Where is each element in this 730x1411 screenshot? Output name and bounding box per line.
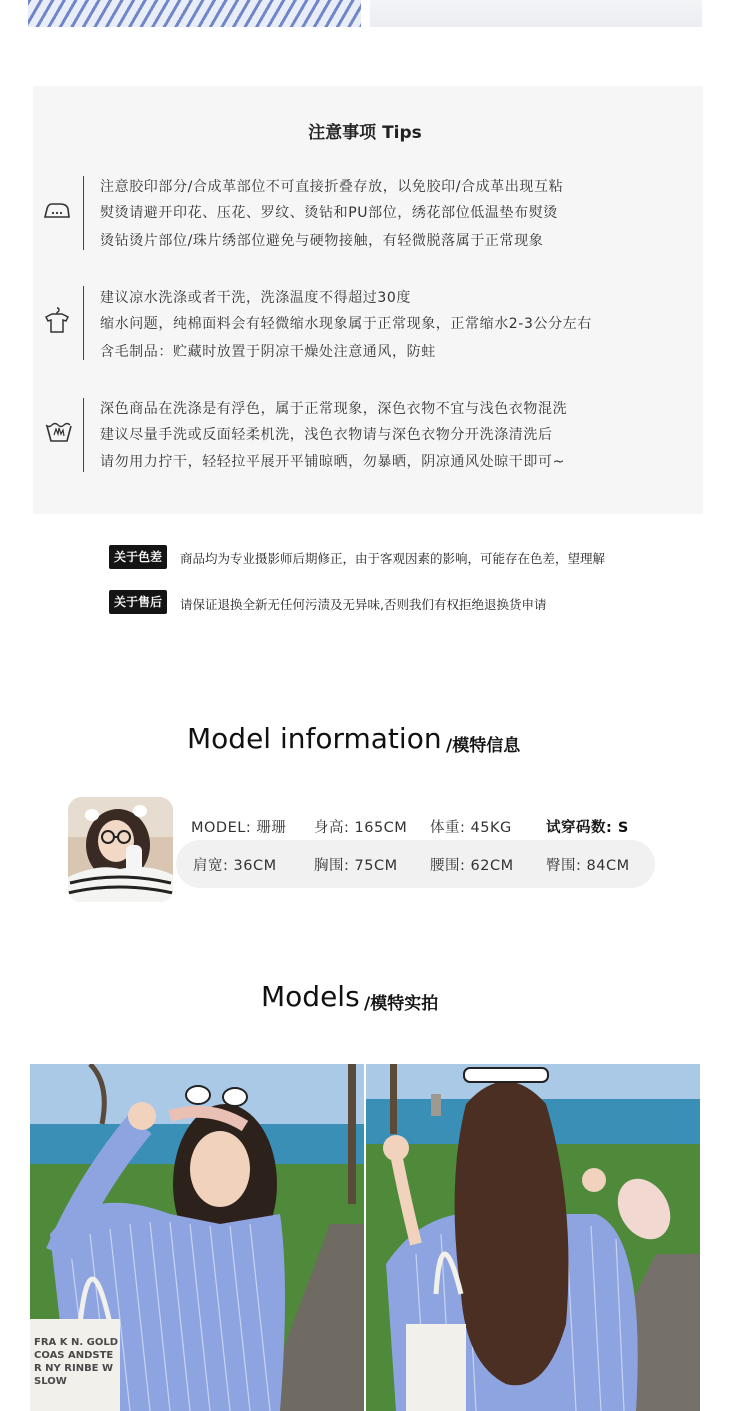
- after-sales-note: 请保证退换全新无任何污渍及无异味,否则我们有权拒绝退换货申请: [180, 597, 547, 612]
- after-sales-badge: 关于售后: [109, 590, 167, 614]
- top-photo-left: [28, 0, 361, 27]
- top-photo-right: [370, 0, 702, 27]
- tip-line: 缩水问题，纯棉面料会有轻微缩水现象属于正常现象，正常缩水2-3公分左右: [100, 316, 592, 332]
- model-photo-back: [366, 1064, 700, 1411]
- tip-line: 含毛制品：贮藏时放置于阴凉干燥处注意通风，防蛀: [100, 344, 436, 360]
- tip-divider: [83, 286, 84, 360]
- model-info-subtitle: /模特信息: [446, 736, 521, 756]
- tip-line: 建议凉水洗涤或者干洗，洗涤温度不得超过30度: [100, 290, 412, 306]
- model-photo-front: [30, 1064, 364, 1411]
- tip-line: 深色商品在洗涤是有浮色，属于正常现象，深色衣物不宜与浅色衣物混洗: [100, 401, 568, 417]
- color-difference-badge: 关于色差: [109, 545, 167, 569]
- model-waist: 腰围: 62CM: [430, 858, 514, 874]
- color-difference-note: 商品均为专业摄影师后期修正，由于客观因素的影响，可能存在色差，望理解: [180, 551, 606, 566]
- tip-divider: [83, 398, 84, 472]
- tip-line: 烫钻烫片部位/珠片绣部位避免与硬物接触，有轻微脱落属于正常现象: [100, 233, 544, 249]
- model-trial-size: 试穿码数: S: [546, 820, 629, 836]
- model-height: 身高: 165CM: [314, 820, 408, 836]
- model-info-title: Model information: [187, 722, 442, 755]
- model-weight: 体重: 45KG: [430, 820, 512, 836]
- model-hips: 臀围: 84CM: [546, 858, 630, 874]
- hang-dry-shirt-icon: [42, 305, 72, 335]
- model-shoulder: 肩宽: 36CM: [193, 858, 277, 874]
- iron-icon: [42, 195, 72, 225]
- model-name: MODEL: 珊珊: [191, 820, 287, 836]
- models-title: Models: [261, 980, 360, 1013]
- hand-wash-icon: [44, 415, 74, 445]
- tip-line: 建议尽量手洗或反面轻柔机洗，浅色衣物请与深色衣物分开洗涤清洗后: [100, 427, 553, 443]
- tip-line: 注意胶印部分/合成革部位不可直接折叠存放，以免胶印/合成革出现互粘: [100, 179, 564, 195]
- tote-bag-print: FRA K N. GOLD COAS ANDSTER NY RINBE W SLOW: [34, 1337, 119, 1387]
- tip-divider: [83, 176, 84, 250]
- models-subtitle: /模特实拍: [364, 994, 439, 1014]
- model-avatar: [68, 797, 173, 902]
- tip-line: 熨烫请避开印花、压花、罗纹、烫钻和PU部位，绣花部位低温垫布熨烫: [100, 205, 558, 221]
- tips-title: 注意事项 Tips: [308, 123, 422, 143]
- tip-line: 请勿用力拧干，轻轻拉平展开平铺晾晒，勿暴晒，阴凉通风处晾干即可~: [100, 454, 565, 470]
- model-bust: 胸围: 75CM: [314, 858, 398, 874]
